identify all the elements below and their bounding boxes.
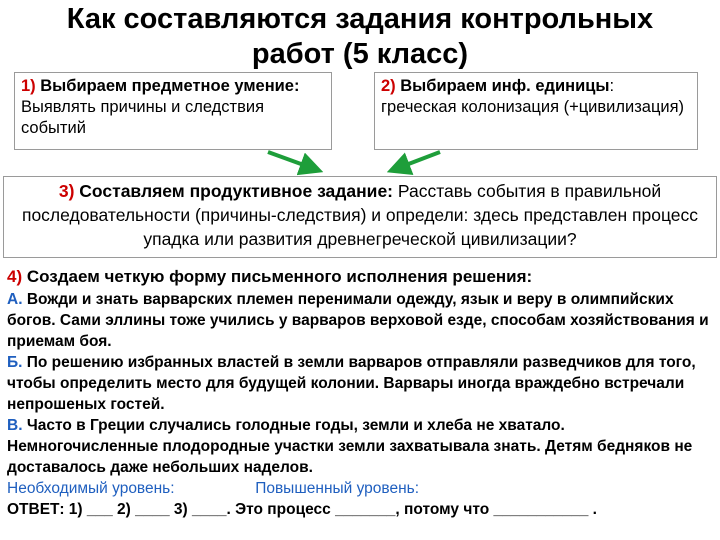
step-4-number: 4) — [7, 267, 23, 286]
level-advanced: Повышенный уровень: — [255, 480, 420, 497]
step-3-number: 3) — [58, 181, 75, 201]
list-item-b — [7, 352, 713, 415]
step-2-number: 2) — [381, 77, 396, 95]
item-b-letter: Б. — [7, 354, 23, 371]
step-1-text: Выявлять причины и следствия событий — [21, 98, 265, 137]
answer-text: : 1) ___ 2) ____ 3) ____. Это процесс _______, потому что ___________ . — [59, 501, 597, 518]
item-c-letter: В. — [7, 417, 23, 434]
list-item-c — [7, 415, 713, 478]
step-4-block — [3, 265, 717, 540]
arrow-right-icon — [398, 152, 440, 168]
step-4-header — [7, 265, 713, 289]
answer-label: ОТВЕТ — [7, 501, 60, 518]
levels-row — [7, 478, 713, 499]
step-1-number: 1) — [21, 77, 36, 95]
item-a-text: Вожди и знать варварских племен перенимали одежду, язык и веру в олимпийских богов. Сами эллины тоже учились у варваров верховой езде, способам хозяйствования и приемам боя. — [7, 291, 709, 350]
list-item-a — [7, 289, 713, 352]
step-3-box — [3, 176, 717, 258]
page-title — [0, 2, 720, 72]
step-2-colon: : — [609, 77, 615, 95]
item-c-text: Часто в Греции случались голодные годы, земли и хлеба не хватало. Немногочисленные плодородные участки земли захватывала знать. Детям бедняков не доставалось даже небольших наделов. — [7, 417, 693, 476]
step-2-box — [374, 72, 698, 150]
step-1-box — [14, 72, 332, 150]
step-4-heading: Создаем четкую форму письменного исполнения решения: — [26, 267, 533, 286]
title-line-1: Как составляются задания контрольных — [66, 3, 654, 35]
step-3-heading: Составляем продуктивное задание: — [79, 181, 393, 201]
item-b-text: По решению избранных властей в земли варваров отправляли разведчиков для того, чтобы определить место для будущей колонии. Варвары иногда враждебно встречали непрошеных гостей. — [7, 354, 696, 413]
arrow-left-icon — [268, 152, 312, 168]
item-a-letter: А. — [7, 291, 23, 308]
step-2-heading: Выбираем инф. единицы — [400, 77, 610, 95]
title-line-2: работ (5 класс) — [251, 38, 469, 70]
step-1-heading: Выбираем предметное умение: — [40, 77, 300, 95]
step-3-text: Расставь события в правильной последовательности (причины-следствия) и определи: здесь представлен процесс упадка или развития древнегреческой цивилизации? — [21, 181, 699, 249]
step-2-text: греческая колонизация (+цивилизация) — [381, 98, 685, 116]
answer-row — [7, 499, 713, 520]
level-basic: Необходимый уровень: — [7, 480, 175, 497]
